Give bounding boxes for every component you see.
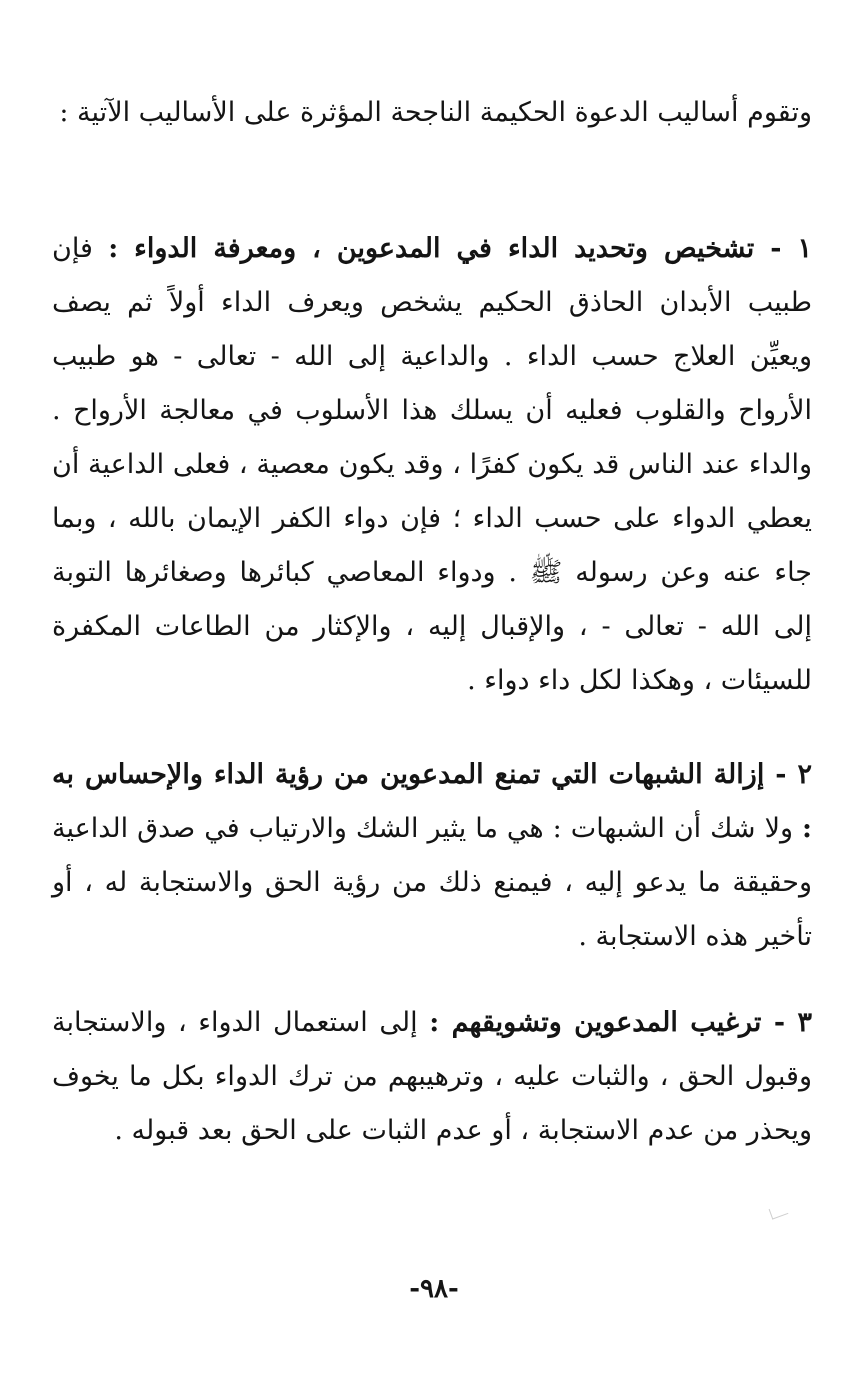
section-1-body: فإن طبيب الأبدان الحاذق الحكيم يشخص ويعرف الداء أولاً ثم يصف ويعيِّن العلاج حسب الداء . والداعية إلى الله - تعالى - هو طبيب الأرواح والقلوب فعليه أن يسلك هذا الأسلوب في معالجة الأرواح . والداء عند الناس قد يكون كفرًا ، وقد يكون معصية ، فعلى الداعية أن يعطي الدواء على حسب الداء ؛ فإن دواء الكفر الإيمان بالله ، وبما جاء عنه وعن رسوله ﷺ . ودواء المعاصي كبائرها وصغائرها التوبة إلى الله - تعالى - ، والإقبال إليه ، والإكثار من الطاعات المكفرة للسيئات ، وهكذا لكل داء دواء . [52,233,812,696]
section-3-paragraph [52,996,812,1158]
section-3-body: إلى استعمال الدواء ، والاستجابة وقبول الحق ، والثبات عليه ، وترهيبهم من ترك الدواء بكل ما يخوف ويحذر من عدم الاستجابة ، أو عدم الثبات على الحق بعد قبوله . [52,1007,812,1146]
section-2-body: ولا شك أن الشبهات : هي ما يثير الشك والارتياب في صدق الداعية وحقيقة ما يدعو إليه ، فيمنع ذلك من رؤية الحق والاستجابة له ، أو تأخير هذه الاستجابة . [52,813,812,952]
section-2-heading: ٢ - إزالة الشبهات التي تمنع المدعوين من رؤية الداء والإحساس به : [52,759,812,844]
intro-paragraph: وتقوم أساليب الدعوة الحكيمة الناجحة المؤثرة على الأساليب الآتية : [59,97,812,128]
page-number: -٩٨- [409,1274,459,1304]
section-3-heading: ٣ - ترغيب المدعوين وتشويقهم : [429,1007,812,1038]
section-2-paragraph [52,748,812,964]
section-1-heading: ١ - تشخيص وتحديد الداء في المدعوين ، ومعرفة الدواء : [108,233,812,264]
section-1-paragraph [52,222,812,708]
scan-mark [769,1203,789,1219]
